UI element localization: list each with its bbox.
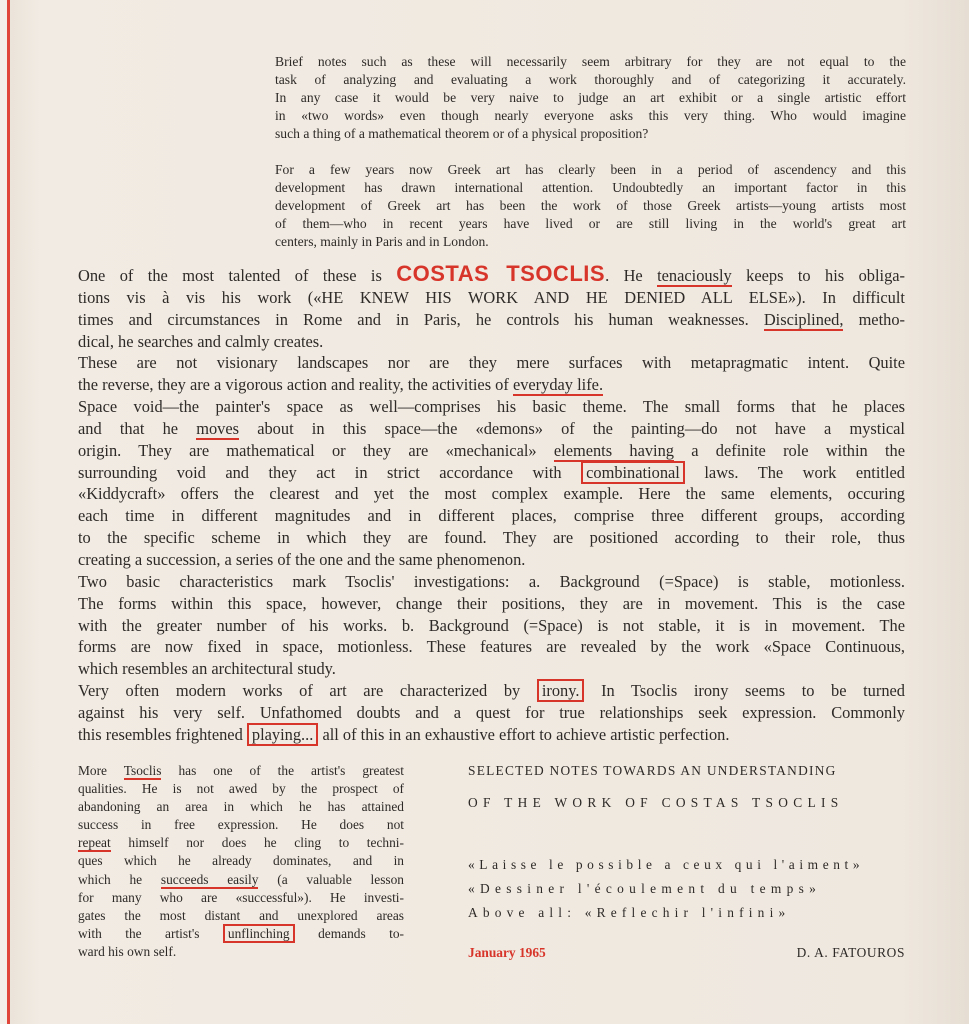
text-segment: tions vis à vis his work («HE KNEW HIS WORK AND HE DENIED ALL ELSE»). In difficult [78, 287, 905, 307]
text-segment: against his very self. Unfathomed doubts and a quest for true relationships seek expression. Commonly [78, 702, 905, 722]
text-line [78, 374, 905, 396]
text-line [78, 889, 404, 907]
text-segment: ward his own self. [78, 943, 177, 959]
text-segment: all of this in an exhaustive effort to achieve artistic perfection. [318, 724, 730, 744]
text-line: in «two words» even though nearly everyone asks this very thing. Who would imagine [275, 108, 906, 123]
text-line [78, 658, 905, 680]
text-segment: keeps to his obliga- [731, 266, 905, 285]
text-segment: (a valuable lesson [258, 871, 405, 887]
text-segment: himself nor does he cling to techni- [110, 835, 404, 851]
text-segment: abandoning an area in which he has attained [78, 799, 404, 815]
underlined-phrase: Disciplined, [763, 309, 844, 329]
text-line [78, 834, 404, 852]
text-segment: The forms within this space, however, change their positions, they are in movement. This is the case [78, 593, 905, 613]
quote: «Laisse le possible a ceux qui l'aiment» [468, 857, 865, 872]
underlined-phrase: everyday life. [512, 375, 604, 395]
text-segment: Very often modern works of art are characterized by [78, 681, 537, 701]
text-line [78, 702, 905, 724]
text-line [78, 925, 404, 943]
text-line [78, 593, 905, 615]
text-line: task of analyzing and evaluating a work thoroughly and of categorizing it accurately. [275, 72, 906, 87]
underlined-phrase: succeeds easily [160, 871, 259, 887]
text-line [78, 943, 404, 961]
author: D. A. FATOUROS [796, 945, 905, 960]
text-line [78, 762, 404, 780]
text-segment: Two basic characteristics mark Tsoclis' investigations: a. Background (=Space) is stable, motionless. [78, 571, 905, 591]
text-segment: . He [605, 266, 658, 285]
text-line: In any case it would be very naive to judge an art exhibit or a single artistic effort [275, 90, 906, 105]
text-segment: qualities. He is not awed by the prospect of [78, 781, 404, 797]
text-line [78, 287, 905, 309]
text-line [78, 549, 905, 571]
text-segment: with the greater number of his works. b. Background (=Space) is not stable, it is in movement. The [78, 615, 905, 635]
text-line [78, 331, 905, 353]
text-segment: dical, he searches and calmly creates. [78, 331, 324, 351]
text-segment: gates the most distant and unexplored areas [78, 907, 404, 923]
text-line [78, 816, 404, 834]
text-line [78, 636, 905, 658]
text-segment: success in free expression. He does not [78, 817, 404, 833]
text-line: of them—who in recent years have lived or are still living in the world's great art [275, 216, 906, 231]
underlined-phrase: tenaciously [657, 266, 732, 285]
boxed-phrase: playing... [247, 723, 318, 746]
text-line: centers, mainly in Paris and in London. [275, 234, 489, 249]
text-segment: metho- [843, 309, 905, 329]
text-line [78, 852, 404, 870]
text-line [78, 780, 404, 798]
text-segment: demands to- [294, 925, 404, 941]
page-margin [0, 0, 7, 1024]
text-line [78, 724, 905, 746]
text-line [78, 440, 905, 462]
underlined-phrase: Tsoclis [123, 763, 162, 778]
red-edge-stripe [7, 0, 10, 1024]
text-line: development has drawn international attention. Undoubtedly an important factor in this [275, 180, 906, 195]
text-line [78, 798, 404, 816]
text-segment: each time in different magnitudes and in different places, comprise three different groups, according [78, 506, 905, 526]
text-segment: «Kiddycraft» offers the clearest and yet the most complex example. Here the same elements, occuring [78, 484, 905, 504]
paragraph-gap [275, 143, 906, 161]
text-line [78, 352, 905, 374]
quote: Above all: «Reflechir l'infini» [468, 905, 791, 920]
text-segment: about in this space—the «demons» of the painting—do not have a mystical [239, 418, 905, 438]
text-segment: the reverse, they are a vigorous action and reality, the activities of [78, 375, 513, 395]
text-line [78, 462, 905, 484]
text-segment: has one of the artist's greatest [161, 763, 404, 778]
title-line-2: OF THE WORK OF COSTAS TSOCLIS [468, 795, 844, 810]
text-line [78, 871, 404, 889]
text-segment: to the specific scheme in which they are found. They are positioned according to their role, thus [78, 528, 905, 548]
main-text [78, 263, 905, 746]
underlined-phrase: repeat [78, 835, 111, 851]
text-line [78, 309, 905, 331]
text-segment: which he [78, 871, 161, 887]
intro-text [275, 53, 906, 251]
text-line: Brief notes such as these will necessarily seem arbitrary for they are not equal to the [275, 54, 906, 69]
text-segment: with the artist's [78, 925, 223, 941]
text-segment: These are not visionary landscapes nor are they mere surfaces with metapragmatic intent. Quite [78, 353, 905, 373]
artist-name: COSTAS TSOCLIS [396, 261, 606, 286]
text-line [78, 263, 905, 287]
text-segment: In Tsoclis irony seems to be turned [584, 681, 905, 701]
text-segment: and that he [78, 418, 197, 438]
text-segment: More [78, 763, 124, 778]
text-line [78, 615, 905, 637]
text-segment: ques which he already dominates, and in [78, 853, 404, 869]
text-line [78, 505, 905, 527]
text-segment: which resembles an architectural study. [78, 659, 336, 679]
underlined-phrase: elements having [553, 440, 674, 460]
text-line [78, 418, 905, 440]
text-line: For a few years now Greek art has clearly been in a period of ascendency and this [275, 162, 906, 177]
title-line-1: SELECTED NOTES TOWARDS AN UNDERSTANDING [468, 763, 837, 778]
underlined-phrase: moves [196, 418, 240, 438]
text-line [78, 680, 905, 702]
text-segment: origin. They are mathematical or they are «mechanical» [78, 440, 554, 460]
text-segment: creating a succession, a series of the one and the same phenomenon. [78, 549, 526, 569]
text-segment: surrounding void and they act in strict accordance with [78, 462, 582, 482]
text-line: such a thing of a mathematical theorem or of a physical proposition? [275, 126, 649, 141]
text-segment: times and circumstances in Rome and in Paris, he controls his human weaknesses. [78, 309, 764, 329]
boxed-phrase: combinational [581, 461, 685, 484]
text-segment: forms are now fixed in space, motionless. These features are revealed by the work «Space Continuous, [78, 637, 905, 657]
boxed-phrase: irony. [537, 679, 585, 702]
boxed-phrase: unflinching [223, 924, 295, 943]
text-segment: Space void—the painter's space as well—comprises his basic theme. The small forms that he places [78, 397, 905, 417]
quote: «Dessiner l'écoulement du temps» [468, 881, 822, 896]
text-line [78, 396, 905, 418]
text-line: development of Greek art has been the work of those Greek artists—young artists most [275, 198, 906, 213]
text-segment: a definite role within the [673, 440, 905, 460]
text-line [78, 571, 905, 593]
text-line [78, 527, 905, 549]
text-line [78, 907, 404, 925]
text-segment: One of the most talented of these is [78, 266, 397, 285]
text-segment: laws. The work entitled [684, 462, 905, 482]
text-line [78, 483, 905, 505]
text-segment: for many who are «successful»). He investi- [78, 889, 404, 905]
text-segment: this resembles frightened [78, 724, 247, 744]
date: January 1965 [468, 945, 546, 960]
closing-text [78, 762, 404, 961]
